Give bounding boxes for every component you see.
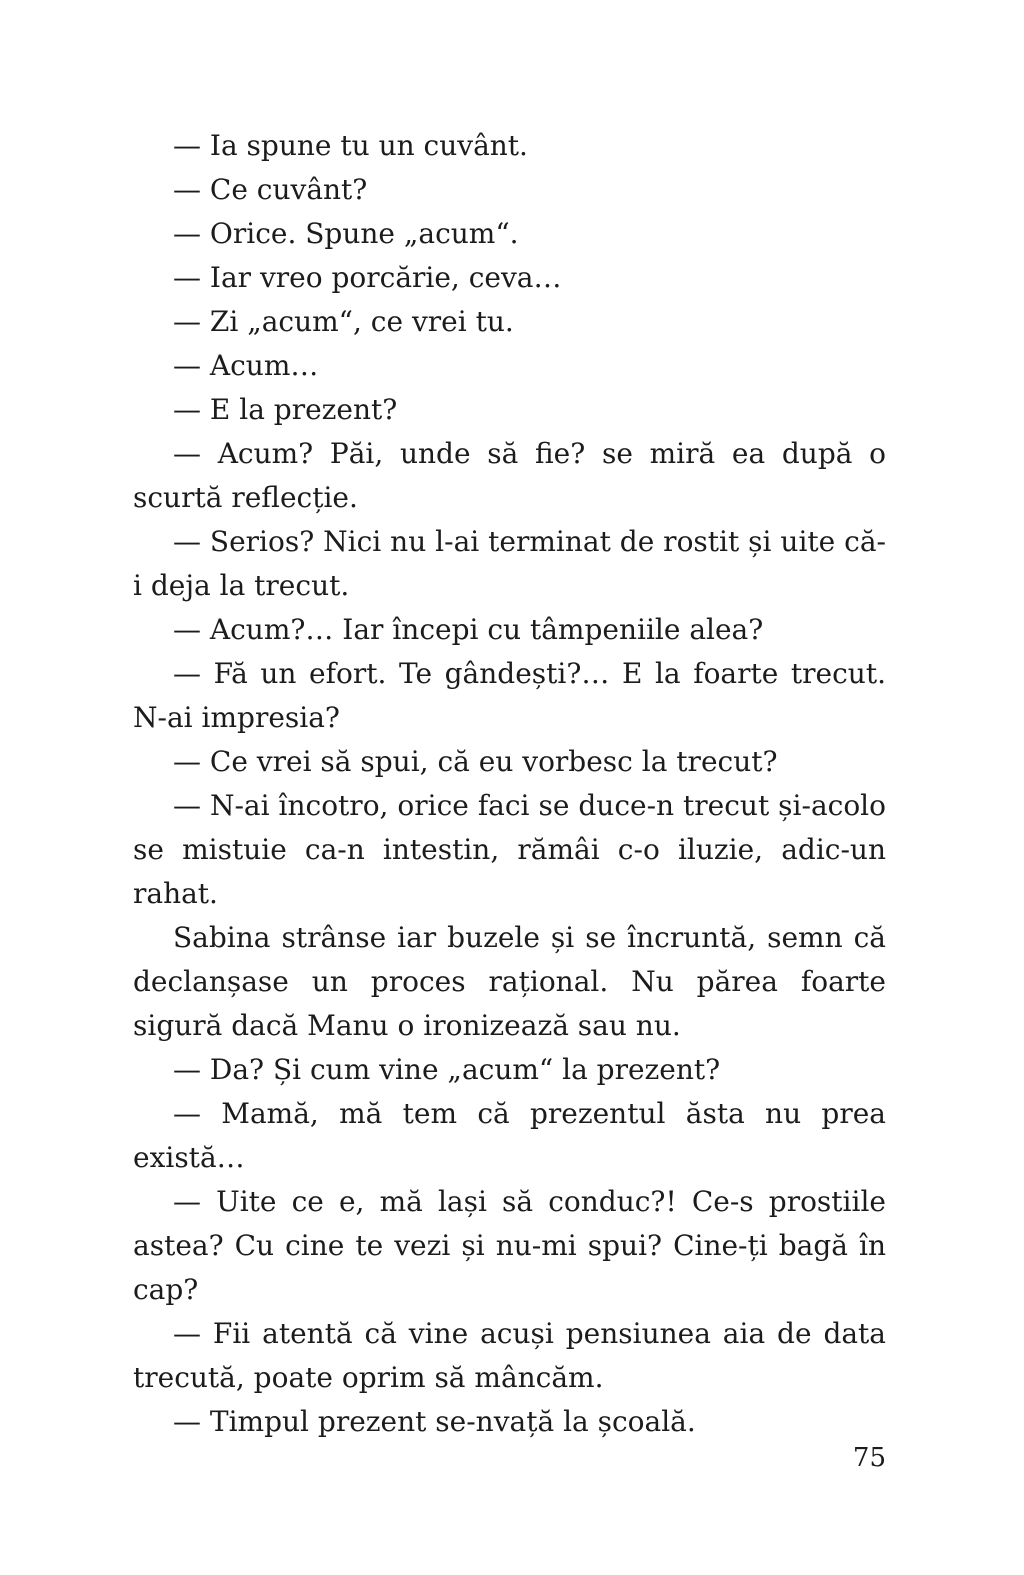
paragraph: — Zi „acum“, ce vrei tu. (173, 305, 514, 338)
paragraph: — Mamă, mă tem că prezentul ăsta nu prea există… (133, 1097, 886, 1174)
paragraph: — Acum? Păi, unde să fie? se miră ea după o scurtă reflecție. (133, 437, 886, 514)
paragraph: — Acum?… Iar începi cu tâmpeniile alea? (173, 613, 764, 646)
paragraph: — Serios? Nici nu l-ai terminat de rostit și uite că-i deja la trecut. (133, 525, 886, 602)
paragraph: — Iar vreo porcărie, ceva… (173, 261, 562, 294)
paragraph: — Fii atentă că vine acuși pensiunea aia de data trecută, poate oprim să mâncăm. (133, 1317, 886, 1394)
paragraph: — Ce vrei să spui, că eu vorbesc la trecut? (173, 745, 778, 778)
paragraph: — Orice. Spune „acum“. (173, 217, 519, 250)
paragraph: — E la prezent? (173, 393, 398, 426)
paragraph: — Timpul prezent se-nvață la școală. (173, 1405, 696, 1438)
body-text (133, 124, 886, 1444)
paragraph: Sabina strânse iar buzele și se încruntă, semn că declanșase un proces rațional. Nu părea foarte sigură dacă Manu o ironizează sau nu. (133, 921, 886, 1042)
paragraph: — Acum… (173, 349, 319, 382)
paragraph: — N-ai încotro, orice faci se duce-n trecut și-acolo se mistuie ca-n intestin, rămâi c-o iluzie, adic-un rahat. (133, 789, 886, 910)
paragraph: — Ia spune tu un cuvânt. (173, 129, 528, 162)
page-number: 75 (852, 1443, 886, 1473)
paragraph: — Ce cuvânt? (173, 173, 368, 206)
paragraph: — Uite ce e, mă lași să conduc?! Ce-s prostiile astea? Cu cine te vezi și nu-mi spui? Cine-ți bagă în cap? (133, 1185, 886, 1306)
paragraph: — Fă un efort. Te gândești?… E la foarte trecut. N-ai impresia? (133, 657, 886, 734)
paragraph: — Da? Și cum vine „acum“ la prezent? (173, 1053, 721, 1086)
